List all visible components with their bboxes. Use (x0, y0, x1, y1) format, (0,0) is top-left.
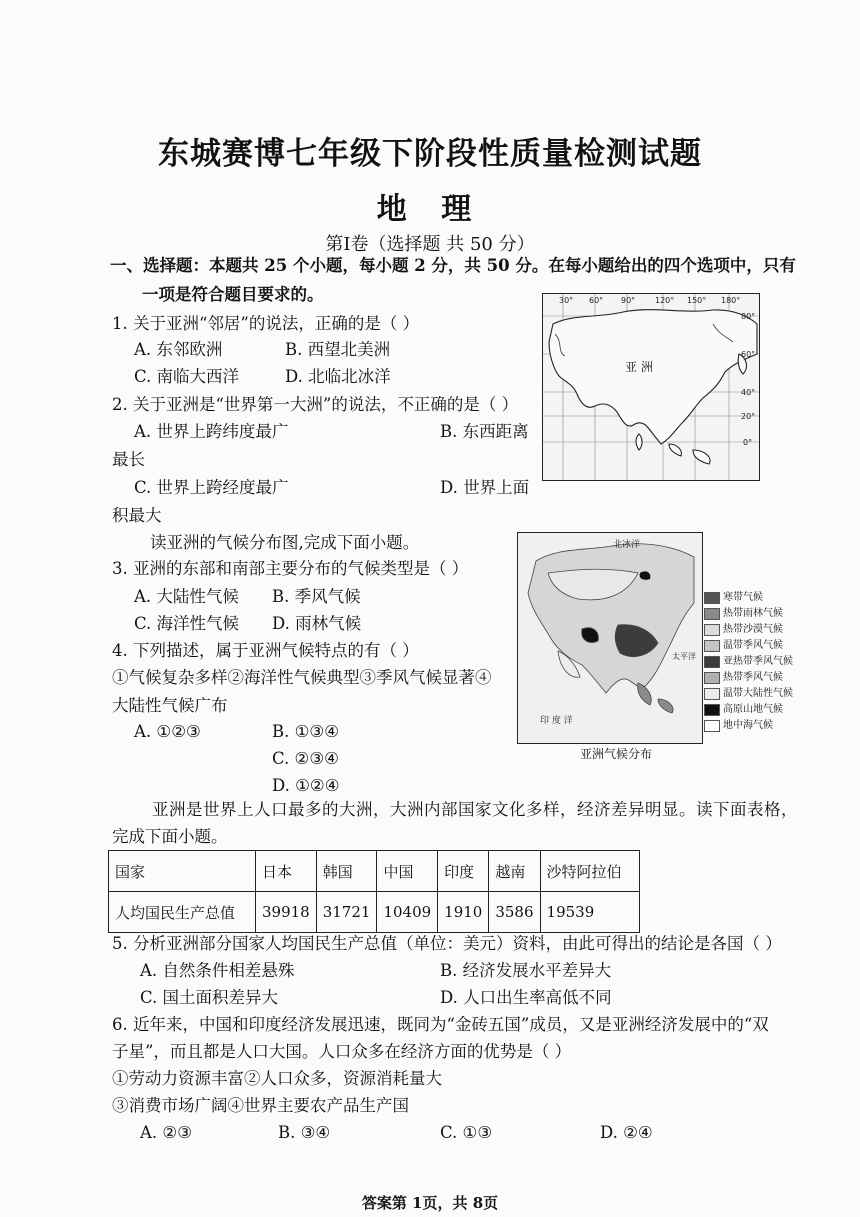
table-cell: 越南 (489, 851, 540, 892)
table-cell: 39918 (256, 892, 317, 933)
table-row (109, 892, 640, 933)
subject-title: 地 理 (376, 192, 484, 227)
q4-option-d[interactable]: D. ①②④ (272, 776, 340, 795)
legend-item (704, 718, 860, 734)
legend-swatch (704, 608, 720, 620)
gnp-table (108, 850, 640, 933)
map1-tick-right: 40° (741, 388, 756, 397)
q3-option-b[interactable]: B. 季风气候 (272, 587, 361, 606)
q2-option-d[interactable]: D. 世界上面 (440, 478, 530, 497)
legend-item (704, 702, 860, 718)
q4-statement-1: ①气候复杂多样②海洋性气候典型③季风气候显著④ (112, 668, 492, 687)
map1-tick-top: 90° (621, 296, 636, 305)
legend-item (704, 622, 860, 638)
table-cell: 日本 (256, 851, 317, 892)
map2-ocean-east: 太平洋 (672, 652, 696, 661)
page-footer: 答案第 1页，共 8页 (361, 1194, 499, 1212)
gnp-table-wrap (108, 850, 640, 933)
table-header-row (109, 851, 640, 892)
legend-label: 亚热带季风气候 (723, 656, 793, 667)
table-cell: 沙特阿拉伯 (540, 851, 639, 892)
table-cell: 31721 (316, 892, 377, 933)
legend-swatch (704, 672, 720, 684)
map1-tick-top: 150° (687, 296, 707, 305)
table-cell: 韩国 (316, 851, 377, 892)
q6-option-c[interactable]: C. ①③ (440, 1123, 493, 1142)
q1-option-b[interactable]: B. 西望北美洲 (285, 340, 391, 359)
q6-option-a[interactable]: A. ②③ (140, 1123, 192, 1142)
table-cell: 10409 (377, 892, 438, 933)
q6-option-d[interactable]: D. ②④ (600, 1123, 653, 1142)
climate-instruction: 读亚洲的气候分布图,完成下面小题。 (150, 533, 420, 552)
asia-climate-map (517, 532, 703, 744)
legend-label: 寒带气候 (723, 592, 763, 603)
instructions-line-1: 一、选择题：本题共 25 个小题，每小题 2 分，共 50 分。在每小题给出的四个选项中，只有 (110, 256, 796, 275)
legend-label: 温带大陆性气候 (723, 688, 793, 699)
legend-item (704, 590, 860, 606)
q4-option-b[interactable]: B. ①③④ (272, 722, 339, 741)
q3-option-d[interactable]: D. 雨林气候 (272, 614, 362, 633)
legend-item (704, 686, 860, 702)
legend-item (704, 606, 860, 622)
q1-option-a[interactable]: A. 东邻欧洲 (134, 340, 223, 359)
map1-tick-right: 0° (743, 438, 753, 447)
legend-swatch (704, 624, 720, 636)
q2-option-b-cont: 最长 (112, 450, 145, 469)
q4-option-c[interactable]: C. ②③④ (272, 749, 339, 768)
population-intro-line-2: 完成下面小题。 (112, 827, 228, 846)
q1-option-d[interactable]: D. 北临北冰洋 (285, 367, 391, 386)
table-cell: 19539 (540, 892, 639, 933)
legend-swatch (704, 656, 720, 668)
q5-option-c[interactable]: C. 国土面积差异大 (140, 988, 279, 1007)
q2-stem: 2. 关于亚洲是“世界第一大洲”的说法，不正确的是（ ） (112, 395, 519, 414)
q1-option-c[interactable]: C. 南临大西洋 (134, 367, 240, 386)
q6-statement-2: ③消费市场广阔④世界主要农产品生产国 (112, 1096, 409, 1115)
q3-option-c[interactable]: C. 海洋性气候 (134, 614, 240, 633)
map2-ocean-south: 印 度 洋 (540, 716, 573, 726)
map1-tick-top: 180° (721, 296, 741, 305)
population-intro-line-1: 亚洲是世界上人口最多的大洲，大洲内部国家文化多样，经济差异明显。读下面表格， (152, 800, 798, 819)
q6-statement-1: ①劳动力资源丰富②人口众多，资源消耗量大 (112, 1069, 442, 1088)
legend-label: 热带沙漠气候 (723, 624, 783, 635)
q4-option-a[interactable]: A. ①②③ (134, 722, 201, 741)
table-cell: 国家 (109, 851, 256, 892)
legend-swatch (704, 640, 720, 652)
section-title: 第Ⅰ卷（选择题 共 50 分） (325, 234, 535, 255)
asia-map-svg (543, 294, 759, 480)
table-cell: 1910 (438, 892, 489, 933)
map1-tick-top: 60° (589, 296, 604, 305)
map2-ocean-north: 北冰洋 (613, 540, 641, 550)
q6-option-b[interactable]: B. ③④ (278, 1123, 331, 1142)
q5-stem: 5. 分析亚洲部分国家人均国民生产总值（单位：美元）资料，由此可得出的结论是各国（ ） (112, 934, 782, 953)
q5-option-a[interactable]: A. 自然条件相差悬殊 (140, 961, 295, 980)
legend-swatch (704, 592, 720, 604)
legend-label: 温带季风气候 (723, 640, 783, 651)
q5-option-d[interactable]: D. 人口出生率高低不同 (440, 988, 612, 1007)
q2-option-b[interactable]: B. 东西距离 (440, 422, 529, 441)
table-cell: 人均国民生产总值 (109, 892, 256, 933)
climate-map-svg (518, 533, 702, 743)
q2-option-d-cont: 积最大 (112, 506, 162, 525)
legend-item (704, 654, 860, 670)
climate-map-caption: 亚洲气候分布 (580, 747, 653, 761)
map1-tick-right: 80° (741, 312, 756, 321)
table-cell: 中国 (377, 851, 438, 892)
legend-swatch (704, 704, 720, 716)
q2-option-c[interactable]: C. 世界上跨经度最广 (134, 478, 289, 497)
table-cell: 印度 (438, 851, 489, 892)
climate-legend (704, 590, 860, 734)
asia-location-map (542, 293, 760, 481)
q3-stem: 3. 亚洲的东部和南部主要分布的气候类型是（ ） (112, 559, 469, 578)
map1-asia-label: 亚 洲 (625, 360, 653, 374)
map1-tick-top: 120° (655, 296, 675, 305)
legend-label: 热带季风气候 (723, 672, 783, 683)
legend-item (704, 638, 860, 654)
legend-label: 高原山地气候 (723, 704, 783, 715)
q6-stem-line-2: 子星”，而且都是人口大国。人口众多在经济方面的优势是（ ） (112, 1042, 572, 1061)
q2-option-a[interactable]: A. 世界上跨纬度最广 (134, 422, 289, 441)
legend-swatch (704, 688, 720, 700)
map1-tick-right: 20° (741, 412, 756, 421)
q4-stem: 4. 下列描述，属于亚洲气候特点的有（ ） (112, 641, 419, 660)
table-cell: 3586 (489, 892, 540, 933)
legend-swatch (704, 720, 720, 732)
map1-tick-top: 30° (559, 296, 574, 305)
q1-stem: 1. 关于亚洲“邻居”的说法，正确的是（ ） (112, 314, 420, 333)
legend-label: 地中海气候 (723, 720, 773, 731)
legend-label: 热带雨林气候 (723, 608, 783, 619)
legend-item (704, 670, 860, 686)
exam-title: 东城赛博七年级下阶段性质量检测试题 (158, 136, 702, 172)
instructions-line-2: 一项是符合题目要求的。 (142, 285, 324, 304)
q6-stem-line-1: 6. 近年来，中国和印度经济发展迅速，既同为“金砖五国”成员，又是亚洲经济发展中的“双 (112, 1015, 769, 1034)
map1-tick-right: 60° (741, 350, 756, 359)
q3-option-a[interactable]: A. 大陆性气候 (134, 587, 239, 606)
q4-statement-2: 大陆性气候广布 (112, 696, 228, 715)
q5-option-b[interactable]: B. 经济发展水平差异大 (440, 961, 612, 980)
